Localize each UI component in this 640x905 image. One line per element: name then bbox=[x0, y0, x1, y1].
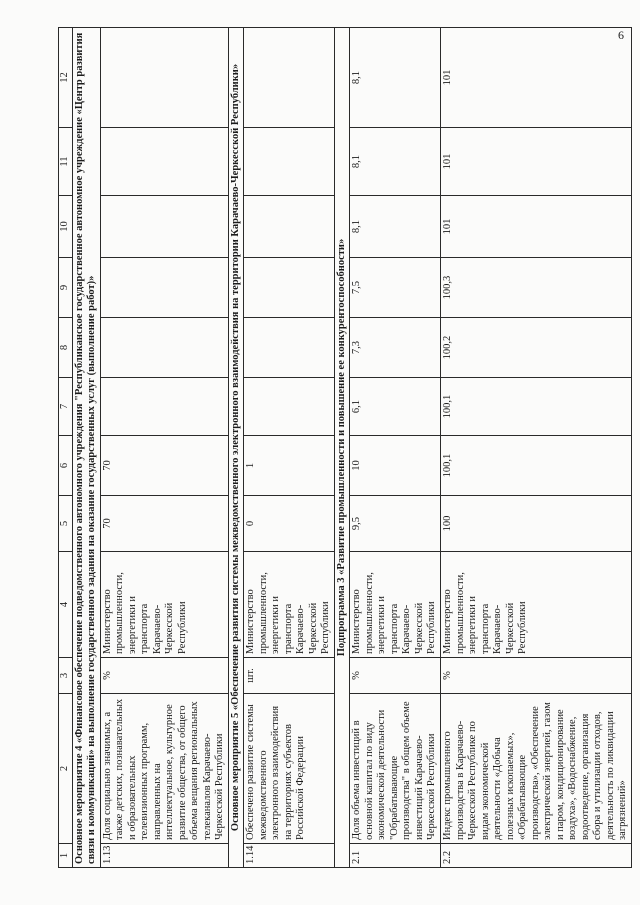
col-header: 1 bbox=[59, 844, 73, 868]
value-col12: 8,1 bbox=[350, 28, 441, 128]
value-col6: 70 bbox=[100, 436, 228, 496]
value-col8: 100,2 bbox=[441, 318, 632, 378]
value-col7: 100,1 bbox=[441, 378, 632, 436]
col-header: 3 bbox=[59, 658, 73, 694]
indicator-name: Доля социально значимых, а также детских, познавательных и образовательных телевизионных программ, направленных на интеллектуальное, культурное развитие общества, от общего объема вещания региональных телеканалов Карачаево-Черкесской Республики bbox=[100, 694, 228, 844]
table-row bbox=[350, 28, 441, 868]
value-col9 bbox=[100, 258, 228, 318]
header-row bbox=[59, 28, 73, 868]
section-row bbox=[228, 28, 244, 868]
section-row bbox=[334, 28, 350, 868]
section-title-sub3: Подпрограмма 3 «Развитие промышленности и повышение ее конкурентоспособности» bbox=[334, 28, 350, 868]
unit: шт. bbox=[244, 658, 335, 694]
value-col12: 101 bbox=[441, 28, 632, 128]
value-col10 bbox=[244, 196, 335, 258]
unit: % bbox=[100, 658, 228, 694]
value-col9: 7,5 bbox=[350, 258, 441, 318]
value-col11 bbox=[244, 128, 335, 196]
value-col12 bbox=[244, 28, 335, 128]
section-title-m5: Основное мероприятие 5 «Обеспечение развития системы межведомственного электронного взаимодействия на территории Карачаево-Черкесской Республики» bbox=[228, 28, 244, 868]
value-col11: 8,1 bbox=[350, 128, 441, 196]
table-row bbox=[244, 28, 335, 868]
rotated-table-container bbox=[58, 28, 628, 868]
col-header: 10 bbox=[59, 196, 73, 258]
value-col5: 70 bbox=[100, 496, 228, 552]
value-col8 bbox=[244, 318, 335, 378]
value-col12 bbox=[100, 28, 228, 128]
indicator-name: Индекс промышленного производства в Карачаево-Черкесской Республике по видам экономической деятельности «Добыча полезных ископаемых», «Обрабатывающие производства», «Обеспечение электрической энергией, газом и паром, кондиционирование воздуха», «Водоснабжение, водоотведение, организация сбора и утилизации отходов, деятельность по ликвидации загрязнений» bbox=[441, 694, 632, 844]
col-header: 6 bbox=[59, 436, 73, 496]
value-col8 bbox=[100, 318, 228, 378]
value-col10 bbox=[100, 196, 228, 258]
value-col11: 101 bbox=[441, 128, 632, 196]
col-header: 12 bbox=[59, 28, 73, 128]
value-col5: 9,5 bbox=[350, 496, 441, 552]
value-col6: 1 bbox=[244, 436, 335, 496]
section-title-m4: Основное мероприятие 4 «Финансовое обеспечение подведомственного автономного учреждения "Республиканское государственное автономное учреждение «Центр развития связи и коммуникаций» на выполнение государственного задания на оказание государственных услуг (выполнение работ)» bbox=[72, 28, 100, 868]
row-number: 1.13 bbox=[100, 844, 228, 868]
value-col7: 6,1 bbox=[350, 378, 441, 436]
col-header: 8 bbox=[59, 318, 73, 378]
value-col9: 100,3 bbox=[441, 258, 632, 318]
section-row bbox=[72, 28, 100, 868]
col-header: 9 bbox=[59, 258, 73, 318]
indicator-name: Доля объема инвестиций в основной капитал по виду экономической деятельности "Обрабатывающие производства" в общем объеме инвестиций Карачаево-Черкесской Республики bbox=[350, 694, 441, 844]
value-col6: 100,1 bbox=[441, 436, 632, 496]
table-row bbox=[441, 28, 632, 868]
value-col9 bbox=[244, 258, 335, 318]
row-number: 1.14 bbox=[244, 844, 335, 868]
value-col10: 101 bbox=[441, 196, 632, 258]
unit: % bbox=[441, 658, 632, 694]
responsible-org: Министерство промышленности, энергетики и транспорта Карачаево-Черкесской Республики bbox=[441, 552, 632, 658]
value-col7 bbox=[100, 378, 228, 436]
col-header: 4 bbox=[59, 552, 73, 658]
responsible-org: Министерство промышленности, энергетики и транспорта Карачаево-Черкесской Республики bbox=[100, 552, 228, 658]
indicators-table bbox=[58, 27, 632, 868]
table-row bbox=[100, 28, 228, 868]
value-col5: 0 bbox=[244, 496, 335, 552]
value-col10: 8,1 bbox=[350, 196, 441, 258]
value-col6: 10 bbox=[350, 436, 441, 496]
row-number: 2.2 bbox=[441, 844, 632, 868]
unit: % bbox=[350, 658, 441, 694]
col-header: 7 bbox=[59, 378, 73, 436]
page-number: 6 bbox=[618, 28, 624, 42]
value-col5: 100 bbox=[441, 496, 632, 552]
value-col11 bbox=[100, 128, 228, 196]
responsible-org: Министерство промышленности, энергетики и транспорта Карачаево-Черкесской Республики bbox=[350, 552, 441, 658]
indicator-name: Обеспечено развитие системы межведомственного электронного взаимодействия на территориях субъектов Российской Федерации bbox=[244, 694, 335, 844]
responsible-org: Министерство промышленности, энергетики и транспорта Карачаево-Черкесской Республики bbox=[244, 552, 335, 658]
col-header: 11 bbox=[59, 128, 73, 196]
col-header: 2 bbox=[59, 694, 73, 844]
col-header: 5 bbox=[59, 496, 73, 552]
row-number: 2.1 bbox=[350, 844, 441, 868]
value-col7 bbox=[244, 378, 335, 436]
value-col8: 7,3 bbox=[350, 318, 441, 378]
